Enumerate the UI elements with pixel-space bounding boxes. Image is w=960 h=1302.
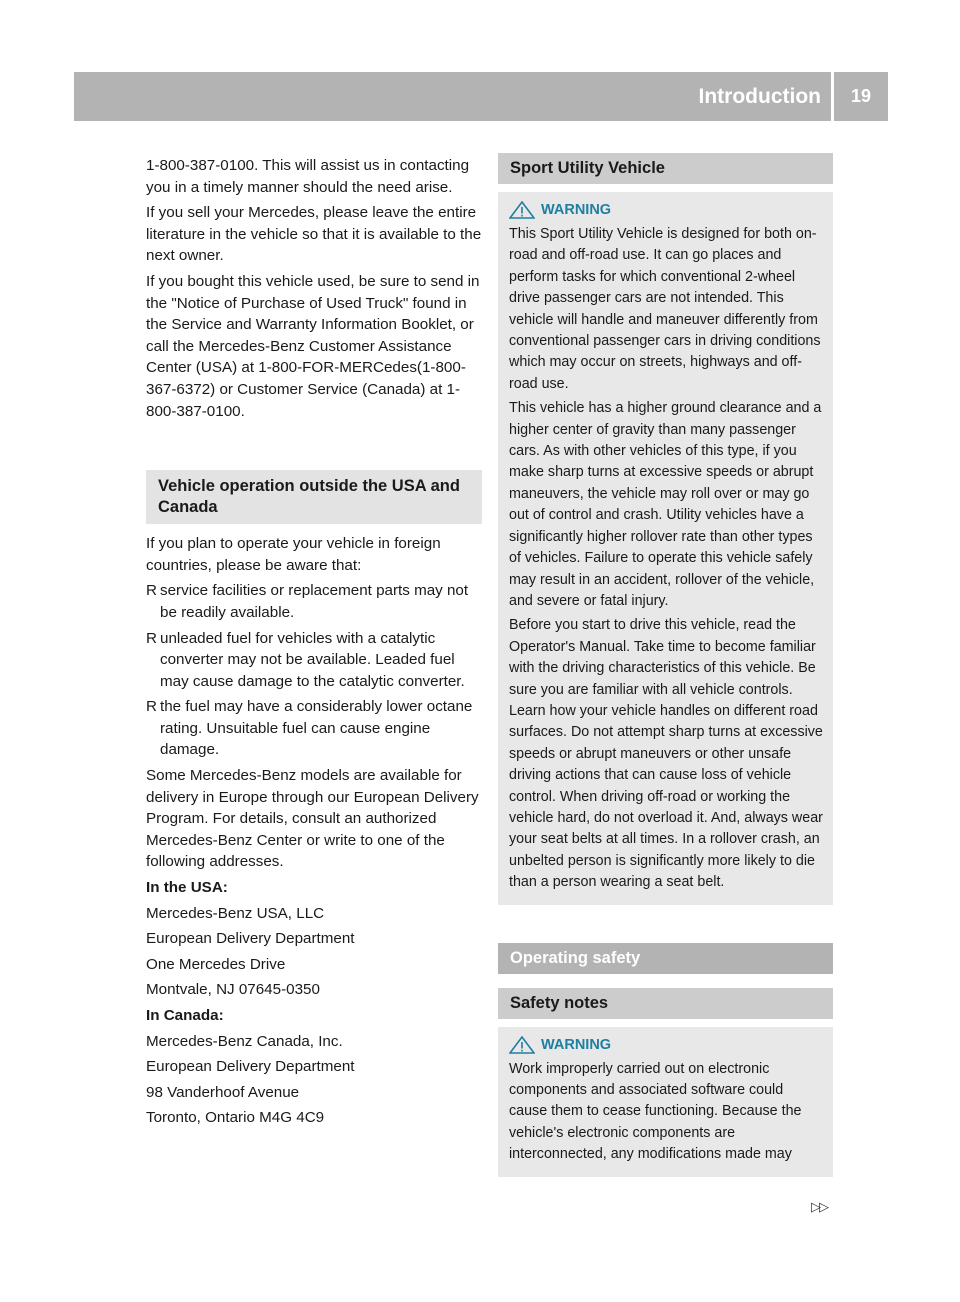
left-column [146, 155, 482, 1133]
list-item [146, 696, 482, 761]
address-line: European Delivery Department [146, 930, 355, 948]
paragraph: 1-800-387-0100. This will assist us in contacting you in a timely manner should the need arise. [146, 157, 470, 196]
warning-label [509, 200, 825, 220]
bullet-marker: R [146, 698, 157, 716]
address-label-usa: In the USA: [146, 879, 228, 897]
warning-triangle-icon [509, 1036, 535, 1054]
page-number: 19 [850, 86, 872, 106]
address-line: European Delivery Department [146, 1058, 355, 1076]
paragraph: This vehicle has a higher ground clearance and a higher center of gravity than many passenger cars. As with other vehicles of this type, if you make sharp turns at excessive speeds or abrupt maneuvers, the vehicle may roll over or may go out of control and crash. Utility vehicles have a significantly higher rollover rate than other types of vehicles. Failure to operate this vehicle safely may result in an accident, rollover of the vehicle, and severe or fatal injury. [509, 400, 822, 609]
page-header [74, 72, 888, 121]
section-heading-operating-safety: Operating safety [498, 943, 833, 974]
section-heading-suv: Sport Utility Vehicle [498, 153, 833, 184]
warning-text: WARNING [541, 1036, 612, 1053]
list-item [146, 628, 482, 693]
paragraph: This Sport Utility Vehicle is designed for both on-road and off-road use. It can go places and perform tasks for which conventional 2-wheel drive passenger cars are not intended. This vehicle will handle and maneuver differently from conventional passenger cars in driving conditions which may occur on streets, highways and off-road use. [509, 226, 821, 392]
warning-text: WARNING [541, 202, 612, 218]
warning-label [509, 1035, 825, 1055]
address-line: One Mercedes Drive [146, 955, 286, 973]
warning-box-suv [498, 192, 833, 905]
address-line: Montvale, NJ 07645-0350 [146, 981, 320, 999]
list-item-text: unleaded fuel for vehicles with a catalytic converter may not be available. Leaded fuel may cause damage to the catalytic converter. [160, 629, 465, 690]
address-line: Toronto, Ontario M4G 4C9 [146, 1109, 325, 1127]
section-heading-foreign-operation: Vehicle operation outside the USA and Canada [146, 470, 482, 524]
continue-arrows-icon: ▷▷ [811, 1199, 827, 1214]
paragraph: Before you start to drive this vehicle, read the Operator's Manual. Take time to become familiar with the driving characteristics of this vehicle. Be sure you are familiar with all vehicle controls. Learn how your vehicle handles on different road surfaces. Do not attempt sharp turns at excessive speeds or abrupt maneuvers or other unsafe driving actions that can cause loss of vehicle control. When driving off-road or working the vehicle hard, do not overload it. And, always wear your seat belts at all times. In a rollover crash, an unbelted person is significantly more likely to die than a person wearing a seat belt. [509, 617, 823, 891]
bullet-marker: R [146, 582, 157, 600]
address-label-canada: In Canada: [146, 1007, 224, 1024]
chapter-title: Introduction [698, 84, 821, 108]
address-line: Mercedes-Benz USA, LLC [146, 904, 325, 922]
paragraph: If you plan to operate your vehicle in foreign countries, please be aware that: [146, 535, 441, 574]
bullet-list [146, 580, 482, 761]
warning-box-safety [498, 1027, 833, 1177]
paragraph: Work improperly carried out on electronic components and associated software could cause them to cease functioning. Because the vehicle's electronic components are interconnected, any modifications made may [509, 1060, 802, 1163]
list-item [146, 580, 482, 623]
list-item-text: service facilities or replacement parts may not be readily available. [160, 582, 469, 621]
section-heading-safety-notes: Safety notes [498, 988, 833, 1019]
address-line: Mercedes-Benz Canada, Inc. [146, 1032, 343, 1050]
paragraph: If you bought this vehicle used, be sure to send in the "Notice of Purchase of Used Truck" found in the Service and Warranty Information Booklet, or call the Mercedes-Benz Customer Assistance Center (USA) at 1-800-FOR-MERCedes(1-800-367-6372) or Customer Service (Canada) at 1-800-387-0100. [146, 272, 480, 420]
warning-triangle-icon [509, 201, 535, 219]
right-column [498, 153, 833, 1177]
paragraph: If you sell your Mercedes, please leave the entire literature in the vehicle so that it is available to the next owner. [146, 204, 482, 265]
bullet-marker: R [146, 629, 157, 647]
address-line: 98 Vanderhoof Avenue [146, 1083, 300, 1101]
list-item-text: the fuel may have a considerably lower octane rating. Unsuitable fuel can cause engine damage. [160, 698, 473, 759]
paragraph: Some Mercedes-Benz models are available for delivery in Europe through our European Delivery Program. For details, consult an authorized Mercedes-Benz Center or write to one of the following addresses. [146, 767, 479, 871]
